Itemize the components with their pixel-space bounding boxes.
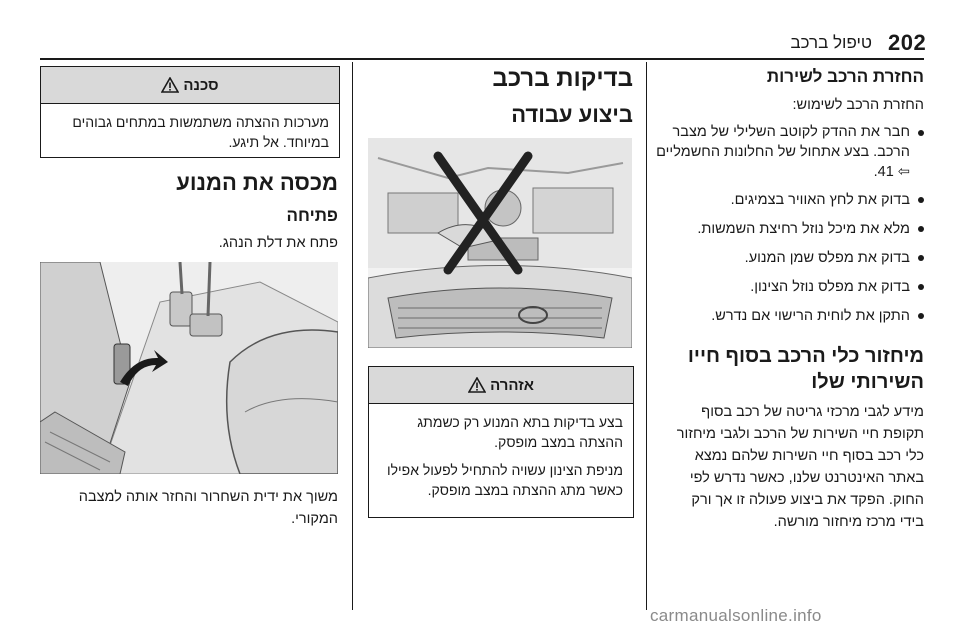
list-item: התקן את לוחית הרישוי אם נדרש. [656, 305, 924, 327]
recycling-heading-line: השירותי שלו [811, 371, 924, 393]
list-item: בדוק את מפלס נוזל הצינון. [656, 276, 924, 298]
warning-paragraph: מניפת הצינון עשויה להתחיל לפעול אפילו כאשר מתג ההצתה במצב מופסק. [386, 462, 623, 498]
section-heading-return: החזרת הרכב לשירות [766, 67, 924, 86]
warning-title: אזהרה [490, 376, 534, 394]
paragraph-line: כלי רכב בסוף חיי השירות שלהם נמצא [694, 448, 924, 464]
danger-box-header [41, 67, 339, 104]
warning-triangle-icon [468, 377, 486, 393]
return-checklist [656, 122, 924, 327]
paragraph-line: מידע לגבי מרכזי גריטה של רכב בסוף [701, 404, 924, 420]
checks-subheading: ביצוע עבודה [511, 102, 633, 127]
hood-instruction: פתח את דלת הנהג. [218, 235, 338, 251]
warning-box-header [369, 367, 633, 404]
paragraph-line: בידי מרכז מיחזור מורשה. [773, 514, 924, 530]
section-title: טיפול ברכב [790, 33, 872, 52]
warning-box [368, 366, 634, 518]
right-column [656, 66, 924, 533]
page-number: 202 [888, 30, 927, 55]
list-item: בדוק את מפלס שמן המנוע. [656, 247, 924, 269]
warning-triangle-icon [161, 77, 179, 93]
engine-bay-photo [368, 138, 632, 348]
paragraph-line: החוק. הפקד את ביצוע פעולה זו אך ורק [691, 492, 924, 508]
warning-paragraph: בצע בדיקות בתא המנוע רק כשמתג ההצתה במצב מופסק. [417, 414, 623, 450]
danger-text: מערכות ההצתה משתמשות במתחים גבוהים במיוחד. אל תיגע. [72, 114, 329, 150]
list-item: בדוק את לחץ האוויר בצמיגים. [656, 189, 924, 211]
danger-title: סכנה [183, 76, 219, 94]
recycling-heading-line: מיחזור כלי הרכב בסוף חייו [687, 345, 924, 367]
checks-heading: בדיקות ברכב [492, 65, 633, 92]
photo-caption: משוך את ידית השחרור והחזר אותה למצבה המקורי. [78, 489, 338, 527]
hood-subheading: פתיחה [286, 206, 338, 225]
hood-heading: מכסה את המנוע [176, 170, 338, 195]
list-item: חבר את ההדק לקוטב השלילי של מצבר הרכב. בצע אתחול של החלונות החשמליים ⇦ 41. [656, 122, 924, 182]
recycling-heading [656, 343, 924, 395]
paragraph-line: תקופת חיי השירות של הרכב ולגבי מיחזור [676, 426, 924, 442]
watermark: carmanualsonline.info [650, 606, 822, 625]
column-divider-left [352, 62, 353, 610]
column-divider-right [646, 62, 647, 610]
list-item: מלא את מיכל נוזל רחיצת השמשות. [656, 218, 924, 240]
danger-box [40, 66, 340, 158]
header-rule [40, 58, 924, 60]
recycling-paragraph [656, 401, 924, 533]
hood-release-photo [40, 262, 338, 474]
return-intro: החזרת הרכב לשימוש: [792, 97, 924, 113]
paragraph-line: באתר האינטרנט שלנו, כאשר נדרש לפי [689, 470, 924, 486]
